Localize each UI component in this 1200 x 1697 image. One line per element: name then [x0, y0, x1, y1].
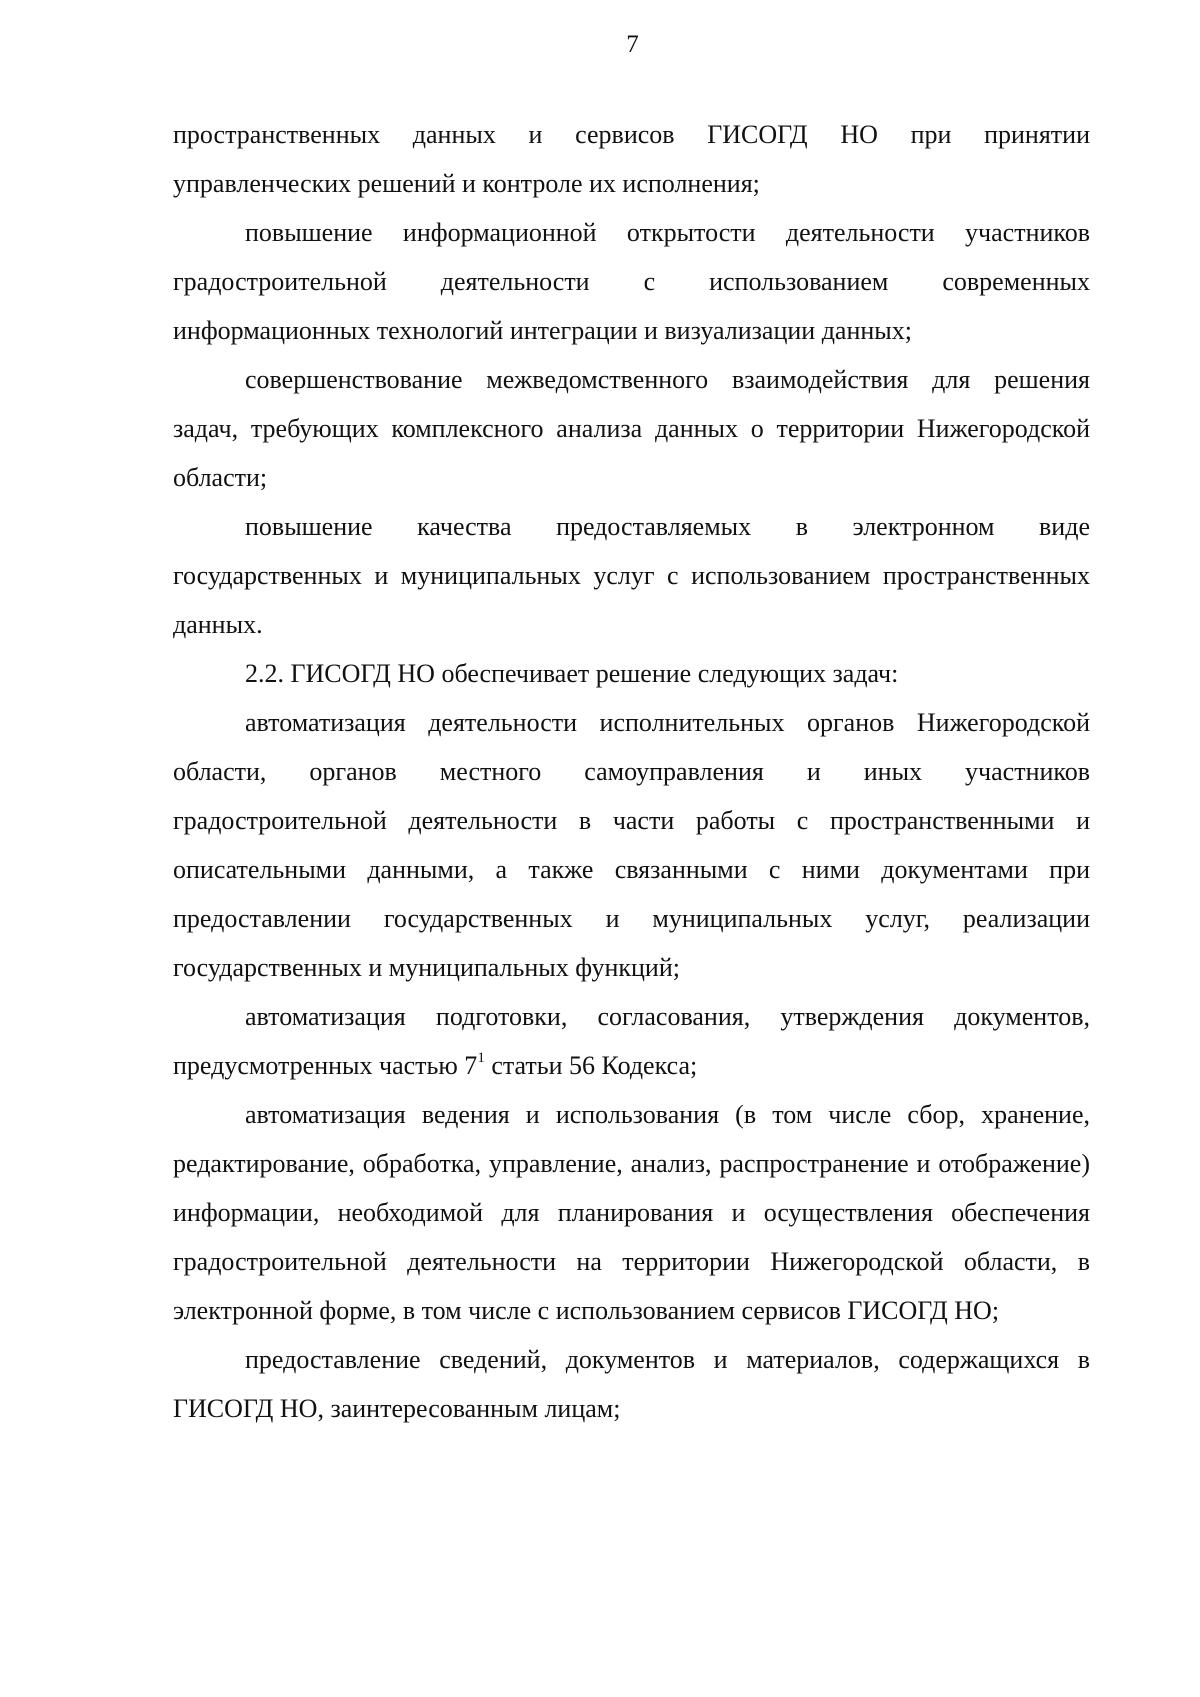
paragraph-service-quality: повышение качества предоставляемых в электронном виде государственных и муниципальных услуг с использованием пространственных данных.: [173, 512, 1090, 639]
paragraph-automation-documents: [173, 992, 1090, 1090]
document-body: [173, 110, 1090, 1433]
paragraph-automation-documents-tail: статьи 56 Кодекса;: [484, 1051, 698, 1080]
paragraph-providing-information: предоставление сведений, документов и материалов, содержащихся в ГИСОГД НО, заинтересованным лицам;: [173, 1345, 1090, 1423]
page-number: 7: [626, 31, 639, 58]
paragraph-automation-information: автоматизация ведения и использования (в том числе сбор, хранение, редактирование, обработка, управление, анализ, распространение и отображение) информации, необходимой для планирования и осуществления обеспечения градостроительной деятельности на территории Нижегородской области, в электронной форме, в том числе с использованием сервисов ГИСОГД НО;: [173, 1100, 1090, 1325]
paragraph-automation-activities: автоматизация деятельности исполнительных органов Нижегородской области, органов местного самоуправления и иных участников градостроительной деятельности в части работы с пространственными и описательными данными, а также связанными с ними документами при предоставлении государственных и муниципальных услуг, реализации государственных и муниципальных функций;: [173, 708, 1090, 982]
paragraph-information-openness: повышение информационной открытости деятельности участников градостроительной деятельности с использованием современных информационных технологий интеграции и визуализации данных;: [173, 218, 1090, 345]
paragraph-interagency-cooperation: совершенствование межведомственного взаимодействия для решения задач, требующих комплексного анализа данных о территории Нижегородской области;: [173, 365, 1090, 492]
paragraph-automation-documents-text: автоматизация подготовки, согласования, утверждения документов, предусмотренных частью 7: [173, 1002, 1090, 1080]
superscript-index: 1: [477, 1050, 485, 1067]
paragraph-goals-continued: пространственных данных и сервисов ГИСОГД НО при принятии управленческих решений и контроле их исполнения;: [173, 120, 1090, 198]
section-heading-2-2: 2.2. ГИСОГД НО обеспечивает решение следующих задач:: [245, 659, 899, 688]
